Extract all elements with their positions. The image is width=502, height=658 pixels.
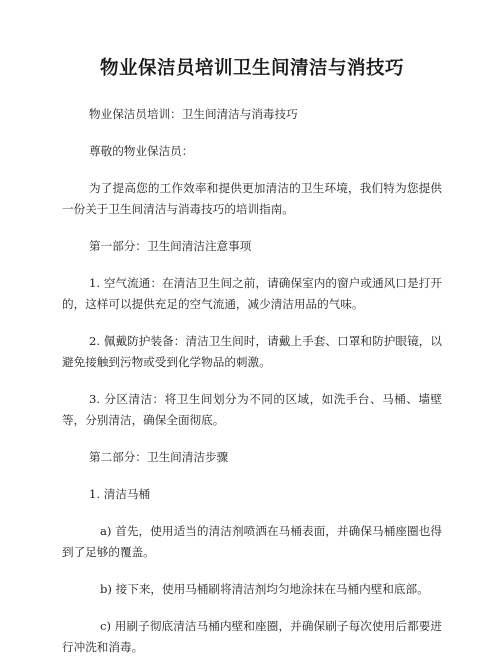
note-ventilation: 1. 空气流通：在清洁卫生间之前，请确保室内的窗户或通风口是打开的，这样可以提供充足的空气流通，减少清洁用品的气味。 [62,276,442,311]
sub-step-b: b) 接下来，使用马桶刷将清洁剂均匀地涂抹在马桶内壁和底部。 [100,582,429,596]
section-heading-part-one: 第一部分：卫生间清洁注意事项 [89,239,252,253]
section-heading-part-two: 第二部分：卫生间清洁步骤 [89,450,229,464]
note-zoned-cleaning: 3. 分区清洁：将卫生间划分为不同的区域，如洗手台、马桶、墙壁等，分别清洁，确保全面彻底。 [62,392,442,427]
document-title: 物业保洁员培训卫生间清洁与消技巧 [99,58,404,79]
subtitle-paragraph: 物业保洁员培训：卫生间清洁与消毒技巧 [89,107,298,121]
note-protective-gear: 2. 佩戴防护装备：清洁卫生间时，请戴上手套、口罩和防护眼镜，以避免接触到污物或受到化学物品的刺激。 [62,334,442,369]
intro-paragraph: 为了提高您的工作效率和提供更加清洁的卫生环境，我们特为您提供一份关于卫生间清洁与消毒技巧的培训指南。 [62,181,442,216]
sub-step-c: c) 用刷子彻底清洁马桶内壁和座圈，并确保刷子每次使用后都要进行冲洗和消毒。 [62,619,442,654]
step-clean-toilet: 1. 清洁马桶 [89,487,151,501]
sub-step-a: a) 首先，使用适当的清洁剂喷洒在马桶表面，并确保马桶座圈也得到了足够的覆盖。 [62,524,442,559]
salutation-paragraph: 尊敬的物业保洁员： [89,144,194,158]
